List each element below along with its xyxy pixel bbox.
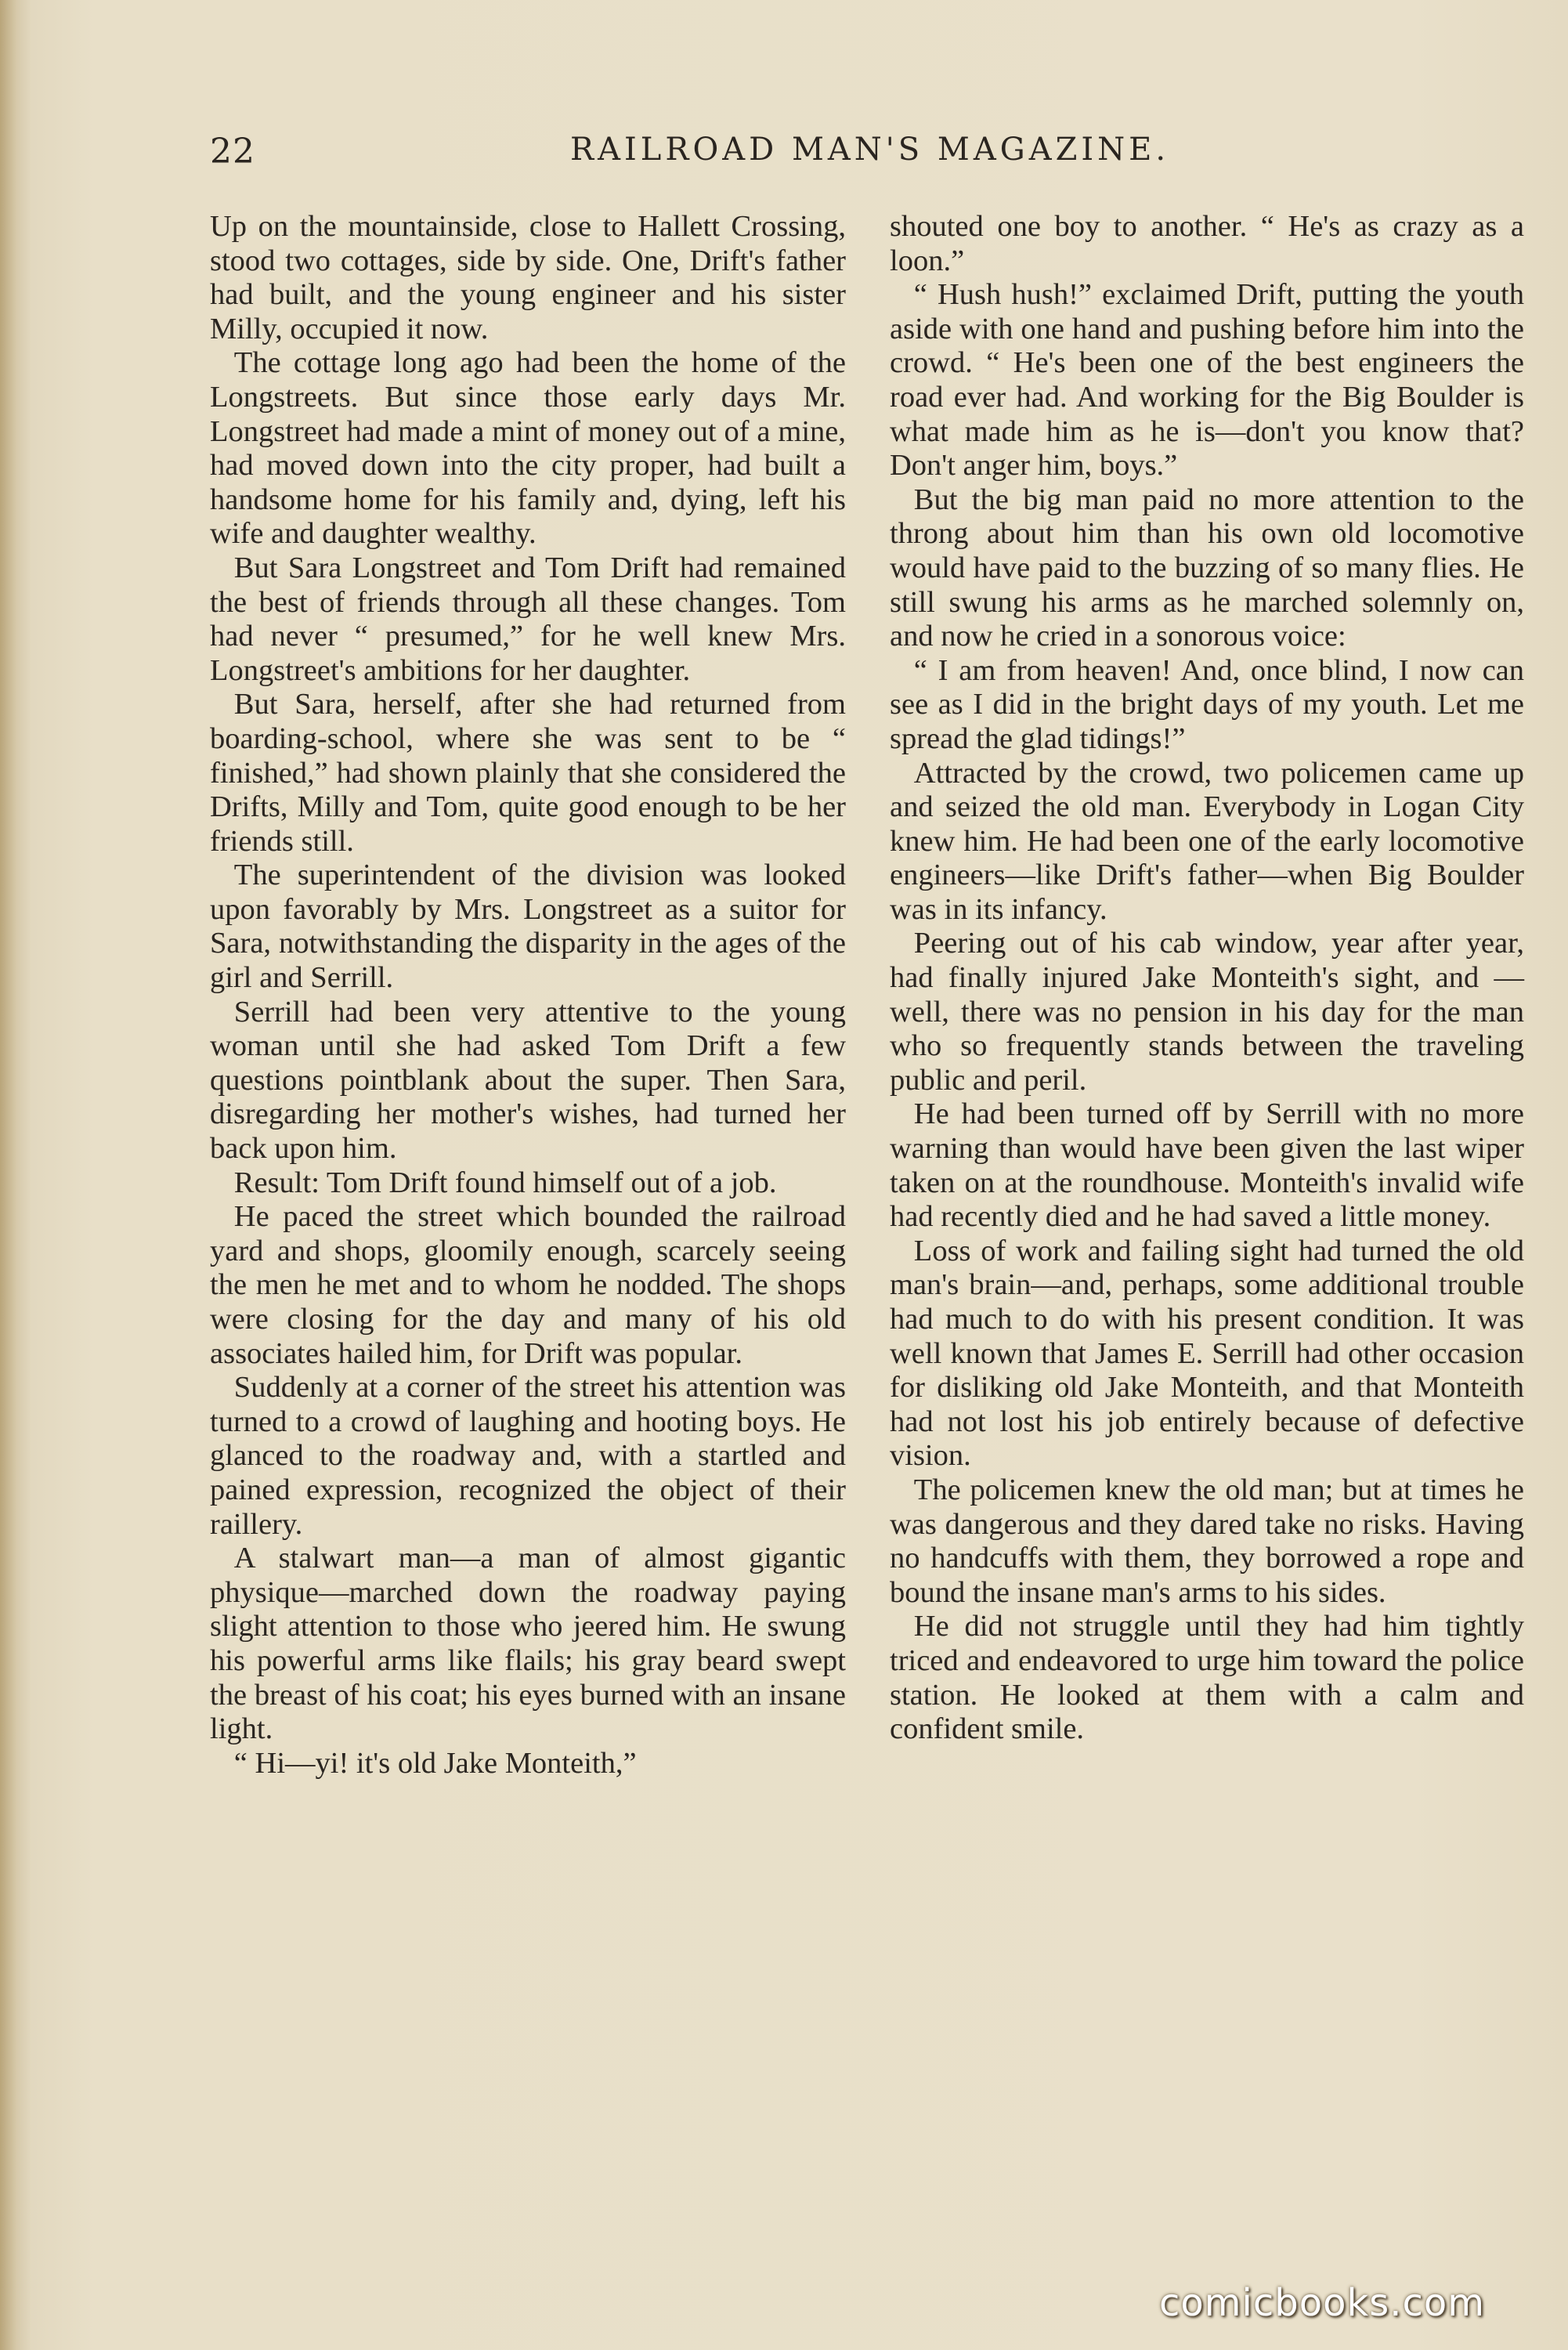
paragraph: He had been turned off by Serrill with no more warning than would have been given the last wiper taken on at the roundhouse. Monteith's invalid wife had recently died and he had saved a little money. [890, 1097, 1524, 1234]
paragraph: A stalwart man—a man of almost gigantic physique—marched down the roadway paying slight attention to those who jeered him. He swung his powerful arms like flails; his gray beard swept the breast of his coat; his eyes burned with an insane light. [210, 1542, 846, 1746]
paragraph: But Sara, herself, after she had returned from boarding-school, where she was sent to be “ finished,” had shown plainly that she considered the Drifts, Milly and Tom, quite good enough to be her friends still. [210, 688, 846, 858]
paragraph: Up on the mountainside, close to Hallett Crossing, stood two cottages, side by side. One, Drift's father had built, and the young engineer and his sister Milly, occupied it now. [210, 210, 846, 345]
right-column [890, 210, 1524, 1747]
paragraph: Serrill had been very attentive to the young woman until she had asked Tom Drift a few questions pointblank about the super. Then Sara, disregarding her mother's wishes, had turned her back upon him. [210, 995, 846, 1166]
paragraph: “ Hush hush!” exclaimed Drift, putting the youth aside with one hand and pushing before him into the crowd. “ He's been one of the best engineers the road ever had. And working for the Big Boulder is what made him as he is—don't you know that? Don't anger him, boys.” [890, 278, 1524, 483]
paragraph: “ I am from heaven! And, once blind, I now can see as I did in the bright days of my youth. Let me spread the glad tidings!” [890, 653, 1524, 755]
paragraph: “ Hi—yi! it's old Jake Monteith,” [233, 1746, 637, 1780]
paragraph: The superintendent of the division was looked upon favorably by Mrs. Longstreet as a suitor for Sara, notwithstanding the disparity in the ages of the girl and Serrill. [210, 859, 846, 995]
paragraph: Attracted by the crowd, two policemen came up and seized the old man. Everybody in Logan City knew him. He had been one of the early locomotive engineers—like Drift's father—when Big Boulder was in its infancy. [890, 756, 1524, 926]
paragraph: But the big man paid no more attention to the throng about him than his own old locomotive would have paid to the buzzing of so many flies. He still swung his arms as he marched solemnly on, and now he cried in a sonorous voice: [890, 483, 1524, 653]
paragraph: Loss of work and failing sight had turned the old man's brain—and, perhaps, some additional trouble had much to do with his present condition. It was well known that James E. Serrill had other occasion for disliking old Jake Monteith, and that Monteith had not lost his job entirely because of defective vision. [890, 1234, 1524, 1473]
left-column [210, 210, 846, 1781]
page-number: 22 [210, 132, 255, 172]
paragraph: He did not struggle until they had him tightly triced and endeavored to urge him toward the police station. He looked at them with a calm and confident smile. [890, 1610, 1524, 1746]
paragraph: shouted one boy to another. “ He's as crazy as a loon.” [890, 210, 1524, 277]
paragraph: But Sara Longstreet and Tom Drift had remained the best of friends through all these changes. Tom had never “ presumed,” for he well knew Mrs. Longstreet's ambitions for her daughter. [210, 551, 846, 687]
paragraph: The cottage long ago had been the home of the Longstreets. But since those early days Mr. Longstreet had made a mint of money out of a mine, had moved down into the city proper, had built a handsome home for his family and, dying, left his wife and daughter wealthy. [210, 346, 846, 551]
page-header [210, 132, 1361, 179]
running-title: RAILROAD MAN'S MAGAZINE. [570, 132, 1170, 168]
paragraph: Result: Tom Drift found himself out of a job. [233, 1166, 777, 1199]
paragraph: Peering out of his cab window, year after year, had finally injured Jake Monteith's sight, and — well, there was no pension in his day for the man who so frequently stands between the traveling public and peril. [890, 927, 1524, 1097]
paragraph: He paced the street which bounded the railroad yard and shops, gloomily enough, scarcely seeing the men he met and to whom he nodded. The shops were closing for the day and many of his old associates hailed him, for Drift was popular. [210, 1200, 846, 1370]
paragraph: Suddenly at a corner of the street his attention was turned to a crowd of laughing and hooting boys. He glanced to the roadway and, with a startled and pained expression, recognized the object of their raillery. [210, 1371, 846, 1541]
paragraph: The policemen knew the old man; but at times he was dangerous and they dared take no risks. Having no handcuffs with them, they borrowed a rope and bound the insane man's arms to his sides. [890, 1473, 1524, 1609]
site-watermark: comicbooks.com [1159, 2281, 1486, 2325]
page-spine-edge [0, 0, 17, 2350]
